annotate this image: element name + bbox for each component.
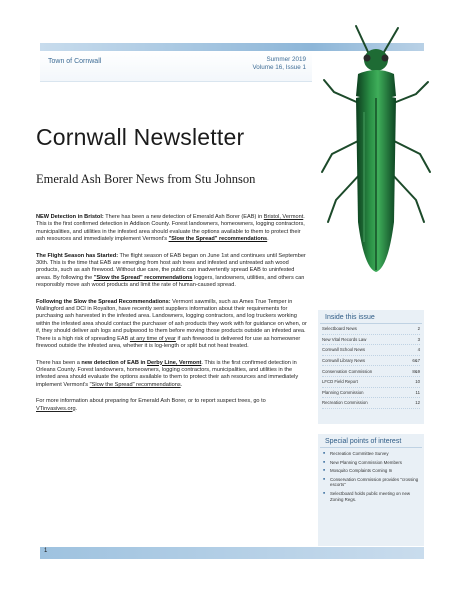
point-item: ■ New Planning Commission Members: [330, 460, 420, 466]
text: There has been a: [36, 359, 82, 366]
toc-item-page: 10: [415, 379, 420, 385]
link-bristol[interactable]: Bristol, Vermont: [263, 214, 304, 220]
text: Vermont sawmills, such as Ames True Temper in Wallingford and DCI in Royalton, have recently sent suppliers information about their requirements for purchasing ash harvested in the infested area. Landowners, logging contractors, and log truckers working within the infested area should contact the purchaser of ash products they work with for guidance on when, or if, they should deliver ash logs and pulpwood to them before moving those products outside an infested area. There is a high risk of spreading EAB: [36, 298, 307, 342]
toc-item-page: 3: [417, 336, 420, 342]
toc-item-label: Planning Commission: [322, 389, 364, 395]
point-item: ■ Conservation Commission provides "crossing escorts": [330, 477, 420, 488]
toc-item[interactable]: [322, 388, 420, 399]
toc-item-label: Conservation Commission: [322, 368, 373, 374]
link-slow-spread-1[interactable]: "Slow the Spread" recommendations: [168, 236, 268, 243]
toc-item[interactable]: [322, 324, 420, 335]
text: For more information about preparing for Emerald Ash Borer, or to report suspect trees, go to: [36, 398, 266, 405]
link-derby-line[interactable]: Derby Line, Vermont: [146, 359, 202, 366]
toc-item-label: LFCD Field Report: [322, 379, 358, 385]
toc-item-label: Cornwall Library News: [322, 358, 365, 364]
footer-bar: [40, 547, 424, 559]
toc-item[interactable]: [322, 366, 420, 377]
lead-flight-season: The Flight Season has Started:: [36, 252, 119, 259]
text: . This is the first confirmed detection in Addison County. Forest landowners, homeowners, logging contractors, municipalities, and utilities in the infested area should evaluate the options available to them to protect their ash resources and immediately implement Vermont's: [36, 214, 305, 243]
toc-item-page: 2: [417, 326, 420, 332]
toc-heading: Inside this issue: [320, 310, 422, 324]
link-vtinvasives[interactable]: VTinvasives.org: [36, 405, 76, 412]
text: .: [180, 381, 183, 388]
toc-item-page: 12: [415, 400, 420, 406]
paragraph-more-info: [36, 398, 308, 413]
point-item: ■ Mosquito Complaints Coming In: [330, 468, 420, 474]
article-subtitle: Emerald Ash Borer News from Stu Johnson: [36, 172, 256, 186]
toc-item-label: Cornwall School News: [322, 347, 365, 353]
point-item: ■ Selectboard holds public meeting on new Zoning Regs.: [330, 491, 420, 502]
toc-item[interactable]: [322, 398, 420, 409]
paragraph-recommendations: [36, 299, 308, 351]
toc-item[interactable]: [322, 377, 420, 388]
text: . This is the first confirmed detection in Orleans County. Forest landowners, homeowners, logging contractors, municipalities, and utilities in the infested area should evaluate the options available to them to protect their ash resources and immediately implement Vermont's: [36, 359, 299, 388]
points-heading: Special points of interest: [320, 434, 422, 448]
toc-item-page: 4: [417, 347, 420, 353]
text: loggers, landowners, utilities, and others can responsibly move ash wood products and limit the rate of human-caused spread.: [36, 274, 305, 289]
toc-item-page: 11: [415, 389, 420, 395]
issue-volume: Volume 16, Issue 1: [252, 64, 306, 71]
issue-season: Summer 2019: [266, 56, 306, 63]
toc-item-page: 8&9: [412, 368, 420, 374]
lead-bristol: NEW Detection in Bristol:: [36, 214, 104, 220]
newsletter-title: Cornwall Newsletter: [36, 124, 245, 150]
toc-item[interactable]: [322, 345, 420, 356]
paragraph-bristol: [36, 214, 308, 244]
page-number: 1: [44, 548, 48, 554]
link-slow-spread-2[interactable]: "Slow the Spread" recommendations: [93, 274, 193, 281]
toc-item-page: 6&7: [412, 358, 420, 364]
header-bar: [40, 43, 312, 51]
paragraph-flight-season: [36, 253, 308, 290]
toc-item-label: Selectboard News: [322, 326, 357, 332]
link-slow-spread-3[interactable]: "Slow the Spread" recommendations: [89, 381, 181, 388]
paragraph-derby-line: [36, 360, 308, 390]
text: There has been a new detection of Emerald Ash Borer (EAB) in: [103, 214, 264, 220]
link-any-time[interactable]: at any time of year: [129, 335, 176, 342]
town-name: Town of Cornwall: [48, 58, 102, 65]
toc-item-label: New Vital Records Law: [322, 336, 367, 342]
toc-item[interactable]: [322, 356, 420, 367]
toc-item-label: Recreation Commission: [322, 400, 368, 406]
lead-recommendations: Following the Slow the Spread Recommendations:: [36, 298, 171, 305]
text: .: [267, 236, 269, 243]
issue-info: [230, 56, 306, 72]
lead-derby-line: new detection of EAB in: [81, 359, 147, 366]
toc-item[interactable]: [322, 335, 420, 346]
special-points-panel: [318, 434, 424, 546]
inside-this-issue-panel: [318, 310, 424, 424]
article-body: [36, 214, 308, 422]
text: The flight season of EAB began on June 1st and continues until September 30th. This is the time that EAB are emerging from host ash trees and infested and untreated ash wood products, such as ash firewood. Without due care, the public can inadvertently spread EAB to uninfested areas. By following the: [36, 252, 306, 281]
point-item: ■ Recreation Committee Survey: [330, 451, 420, 457]
emerald-ash-borer-image: [316, 22, 436, 284]
text: if ash firewood is delivered for use as homeowner firewood outside the infested area, whether it is log-length or split but not heat treated.: [36, 335, 301, 350]
text: .: [75, 405, 78, 412]
